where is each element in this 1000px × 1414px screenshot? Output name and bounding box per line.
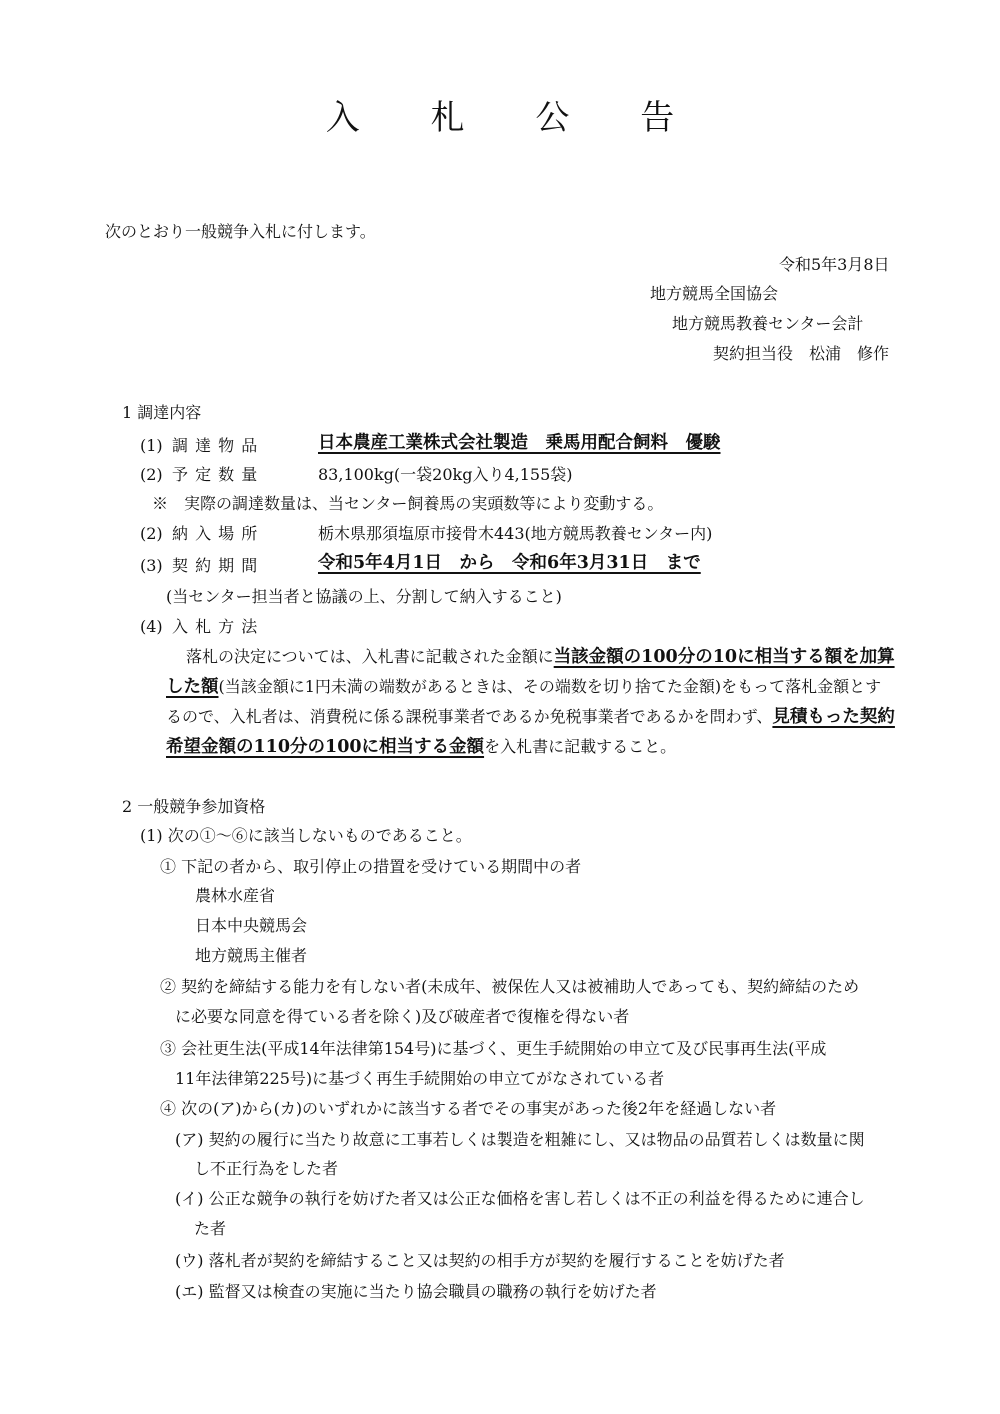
- org-list-item: 地方競馬主催者: [195, 946, 308, 965]
- issuer-officer: 契約担当役 松浦 修作: [713, 344, 890, 363]
- org-list-item: 日本中央競馬会: [195, 916, 308, 935]
- item-num: (1): [140, 436, 163, 455]
- procurement-item-value: 日本農産工業株式会社製造 乗馬用配合飼料 優駿: [318, 433, 721, 453]
- qualification-intro: (1) 次の①～⑥に該当しないものであること。: [140, 826, 472, 845]
- item-label: 予 定 数 量: [172, 465, 259, 484]
- item-label: 納 入 場 所: [172, 524, 259, 543]
- section-1-heading: 1 調達内容: [122, 403, 202, 422]
- item-label: 入 札 方 法: [172, 617, 259, 636]
- qualification-item-1: ① 下記の者から、取引停止の措置を受けている期間中の者: [160, 857, 582, 876]
- quantity-note: ※ 実際の調達数量は、当センター飼養馬の実頭数等により変動する。: [152, 494, 664, 513]
- item-num: (2): [140, 465, 163, 484]
- method-text-part: (当該金額に1円未満の端数があるときは、その端数を切り捨てた金額)をもって落札金額とするので、入札者は、消費税に係る課税事業者であるか免税事業者であるかを問わず、: [166, 677, 882, 726]
- quantity-value: 83,100kg(一袋20kg入り4,155袋): [318, 465, 573, 484]
- issuer-dept: 地方競馬教養センター会計: [672, 314, 864, 333]
- item-label: 調 達 物 品: [172, 436, 259, 455]
- item-num: (2): [140, 524, 163, 543]
- delivery-note: (当センター担当者と協議の上、分割して納入すること): [166, 587, 562, 606]
- sub-item-i: (イ) 公正な競争の執行を妨げた者又は公正な価格を害し若しくは不正の利益を得るために連合し: [175, 1189, 865, 1208]
- item-num: (4): [140, 617, 163, 636]
- org-list-item: 農林水産省: [195, 886, 276, 905]
- notice-date: 令和5年3月8日: [779, 255, 890, 274]
- delivery-location-value: 栃木県那須塩原市接骨木443(地方競馬教養センター内): [318, 524, 713, 543]
- section-2-heading: 2 一般競争参加資格: [122, 797, 266, 816]
- qualification-item-4: ④ 次の(ア)から(カ)のいずれかに該当する者でその事実があった後2年を経過しない者: [160, 1099, 777, 1118]
- intro-text: 次のとおり一般競争入札に付します。: [105, 222, 376, 241]
- sub-item-u: (ウ) 落札者が契約を締結すること又は契約の相手方が契約を履行することを妨げた者: [175, 1251, 785, 1270]
- qualification-item-3-cont: 11年法律第225号)に基づく再生手続開始の申立てがなされている者: [175, 1069, 665, 1088]
- bidding-method-text: [166, 642, 896, 762]
- qualification-item-2: ② 契約を締結する能力を有しない者(未成年、被保佐人又は被補助人であっても、契約締結のため: [160, 977, 860, 996]
- qualification-item-3: ③ 会社更生法(平成14年法律第154号)に基づく、更生手続開始の申立て及び民事再生法(平成: [160, 1039, 827, 1058]
- method-text-emphasis: 見積もった契約希望金額の110分の100に相当する金額: [166, 707, 895, 757]
- issuer-org: 地方競馬全国協会: [650, 284, 779, 303]
- item-num: (3): [140, 556, 163, 575]
- qualification-item-2-cont: に必要な同意を得ている者を除く)及び破産者で復権を得ない者: [175, 1007, 630, 1026]
- sub-item-i-cont: た者: [194, 1219, 227, 1238]
- sub-item-a-cont: し不正行為をした者: [194, 1159, 339, 1178]
- method-text-part: 落札の決定については、入札書に記載された金額に: [186, 647, 554, 666]
- method-text-emphasis: 当該金額の100分の10に相当する額を加算した額: [166, 647, 895, 697]
- method-text-part: を入札書に記載すること。: [484, 737, 677, 756]
- page-title: 入 札 公 告: [325, 98, 705, 138]
- item-label: 契 約 期 間: [172, 556, 259, 575]
- contract-period-value: 令和5年4月1日 から 令和6年3月31日 まで: [318, 553, 701, 573]
- sub-item-e: (エ) 監督又は検査の実施に当たり協会職員の職務の執行を妨げた者: [175, 1282, 657, 1301]
- sub-item-a: (ア) 契約の履行に当たり故意に工事若しくは製造を粗雑にし、又は物品の品質若しくは数量に関: [175, 1130, 865, 1149]
